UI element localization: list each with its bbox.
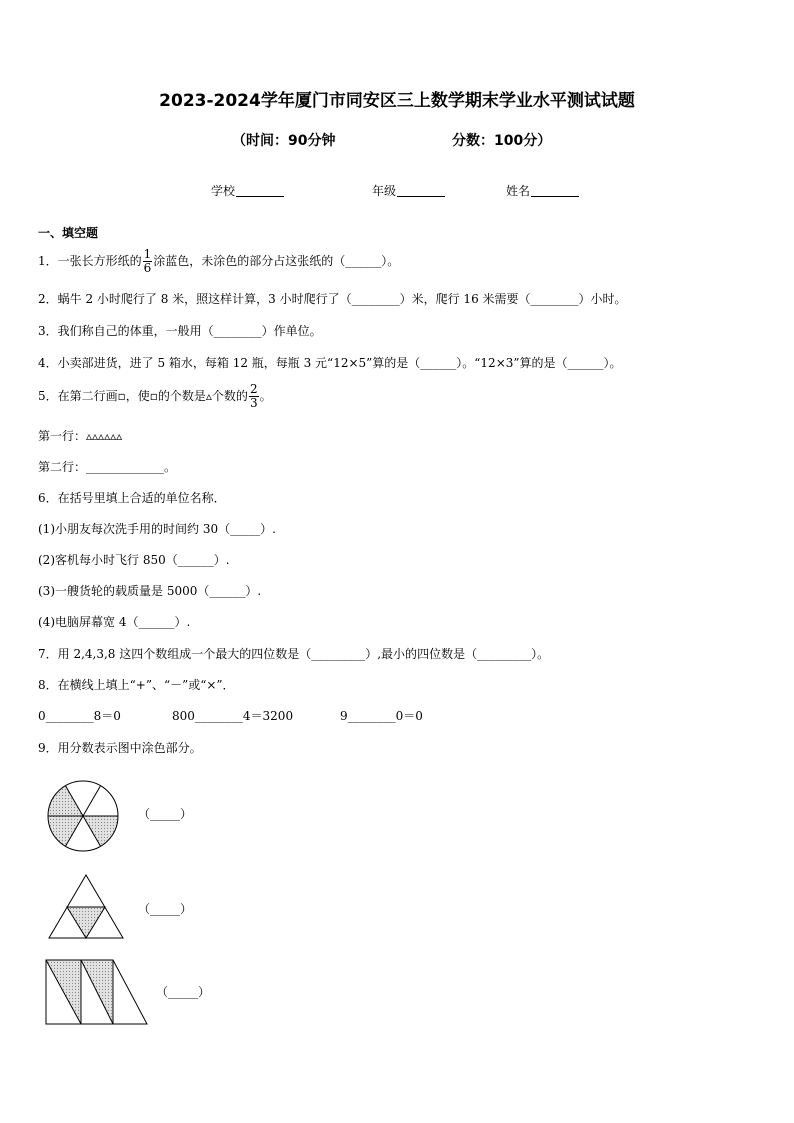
q6-item-4[interactable]: (4)电脑屏幕宽 4（______）.	[38, 615, 191, 629]
q9-answer-3[interactable]: （_____）	[156, 985, 211, 999]
school-blank[interactable]	[236, 184, 284, 197]
q1-text-after: 涂蓝色，未涂色的部分占这张纸的（______）。	[153, 254, 400, 268]
q9-triangle-figure	[48, 874, 124, 940]
q5-row-1: 第一行：▵▵▵▵▵▵	[38, 429, 123, 443]
circle-shaded-sector-1	[83, 816, 118, 846]
question-1	[38, 248, 399, 275]
question-6: 6．在括号里填上合适的单位名称．	[38, 491, 226, 505]
school-label: 学校	[211, 184, 236, 198]
school-field	[211, 182, 284, 199]
q9-circle-figure	[46, 779, 120, 853]
grade-field	[372, 182, 445, 199]
q1-frac-denominator: 6	[143, 261, 152, 275]
q5-frac-numerator: 2	[249, 382, 258, 396]
q5-frac-denominator: 3	[249, 396, 258, 410]
q6-item-2[interactable]: (2)客机每小时飞行 850（______）.	[38, 553, 230, 567]
question-9: 9．用分数表示图中涂色部分。	[38, 741, 202, 755]
grade-label: 年级	[372, 184, 397, 198]
triangle-shaded-part	[67, 907, 105, 938]
q1-frac-numerator: 1	[143, 247, 152, 261]
q8-expr-1[interactable]: 0________8＝0	[38, 709, 121, 723]
q6-item-3[interactable]: (3)一艘货轮的载质量是 5000（______）.	[38, 584, 262, 598]
section-heading: 一、填空题	[38, 226, 99, 240]
question-7: 7．用 2,4,3,8 这四个数组成一个最大的四位数是（_________）,最小的四位数是（_________）。	[38, 647, 550, 661]
question-4: 4．小卖部进货，进了 5 箱水，每箱 12 瓶，每瓶 3 元“12×5”算的是（______）。“12×3”算的是（______）。	[38, 356, 622, 370]
q8-expr-2[interactable]: 800________4＝3200	[172, 709, 294, 723]
question-5	[38, 383, 272, 410]
q5-text-before: 5．在第二行画▫，使▫的个数是▵个数的	[38, 389, 248, 403]
circle-shaded-sector-3	[48, 816, 83, 846]
exam-score: 分数：100分）	[452, 133, 552, 149]
q6-item-1[interactable]: (1)小朋友每次洗手用的时间约 30（_____）.	[38, 522, 276, 536]
name-field	[506, 182, 579, 199]
page-title: 2023-2024学年厦门市同安区三上数学期末学业水平测试试题	[159, 91, 635, 111]
q1-text-before: 1．一张长方形纸的	[38, 254, 142, 268]
q9-answer-2[interactable]: （_____）	[138, 902, 193, 916]
q9-parallelogram-figure	[44, 958, 150, 1026]
q1-fraction	[143, 248, 153, 275]
name-blank[interactable]	[531, 184, 579, 197]
q5-row-2[interactable]: 第二行：_____________。	[38, 460, 177, 474]
name-label: 姓名	[506, 184, 531, 198]
q5-text-after: 。	[259, 389, 272, 403]
question-2: 2．蜗牛 2 小时爬行了 8 米，照这样计算，3 小时爬行了（________）米，爬行 16 米需要（________）小时。	[38, 292, 627, 306]
circle-shaded-sector-2	[48, 786, 83, 816]
q9-answer-1[interactable]: （_____）	[138, 807, 193, 821]
question-8: 8．在横线上填上“+”、“－”或“×”．	[38, 678, 235, 692]
grade-blank[interactable]	[397, 184, 445, 197]
q8-expr-3[interactable]: 9________0＝0	[340, 709, 423, 723]
question-3: 3．我们称自己的体重，一般用（________）作单位。	[38, 324, 322, 338]
exam-time: （时间：90分钟	[232, 133, 336, 149]
q5-fraction	[249, 383, 259, 410]
